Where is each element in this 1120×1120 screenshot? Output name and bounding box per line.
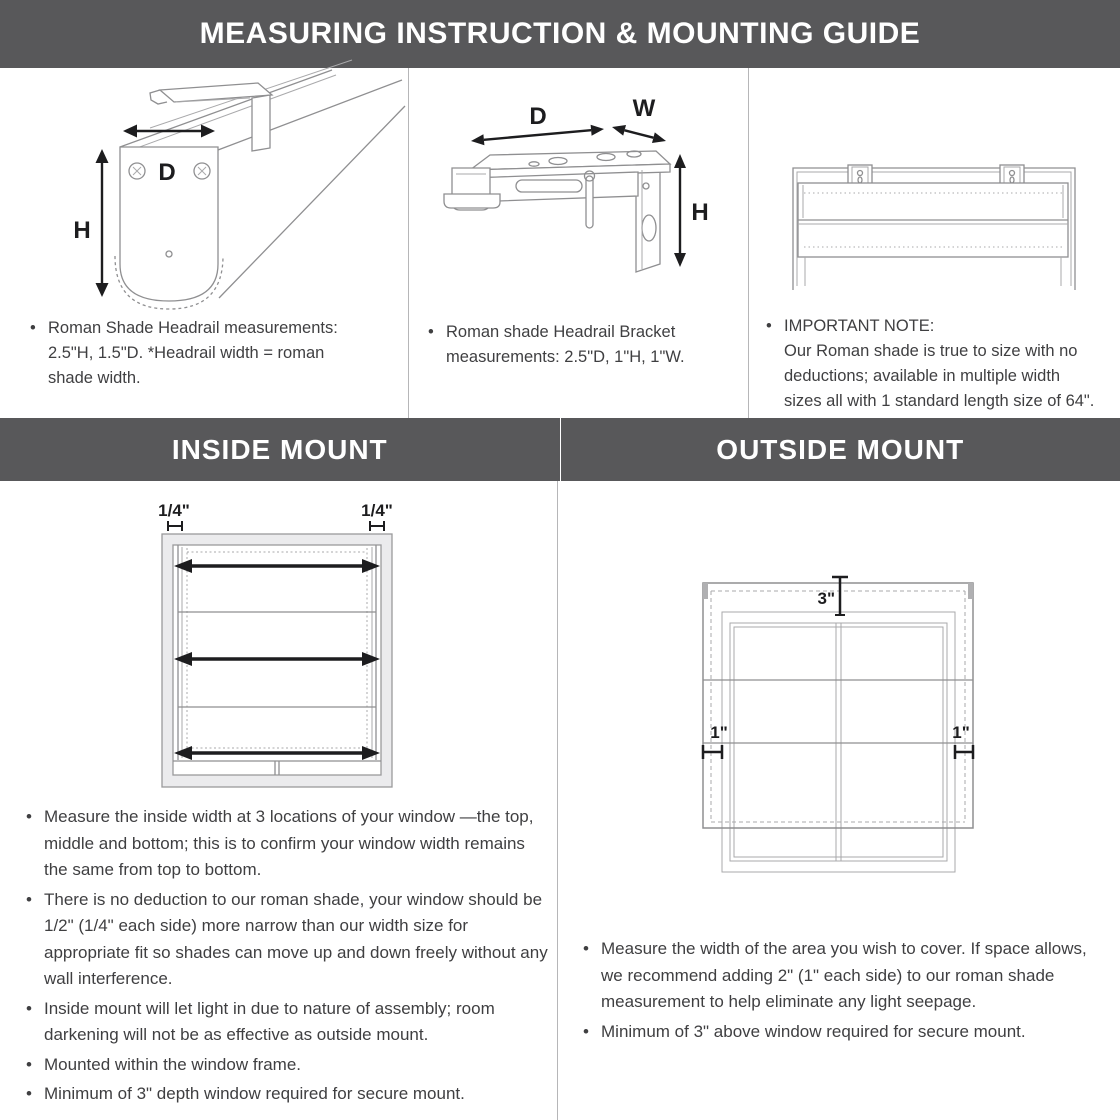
right-gap-mark [370, 521, 384, 531]
instruction-item: • Measure the width of the area you wish to cover. If space allows, we recommend adding 2" (1" each side) to our roman shade measurement to help eliminate any light seepage. [583, 936, 1107, 1016]
right-gap-mark [955, 745, 973, 759]
window-frame [722, 612, 955, 872]
left-gap-mark [168, 521, 182, 531]
note-text: • Roman Shade Headrail measurements: 2.5"H, 1.5"D. *Headrail width = roman shade width. [30, 316, 368, 391]
depth-arrow [123, 125, 215, 138]
page-title: MEASURING INSTRUCTION & MOUNTING GUIDE [199, 17, 921, 50]
important-note [766, 314, 1096, 416]
instruction-item: • There is no deduction to our roman shade, your window should be 1/2" (1/4" each side) more narrow than our width size for appropriate fit so shades can move up and down freely without any wall interference. [26, 887, 550, 993]
inside-mount-diagram [130, 490, 410, 800]
shade-panel [703, 583, 973, 828]
important-note-body: Our Roman shade is true to size with no deductions; available in multiple width sizes all with 1 standard length size of 64". [784, 342, 1095, 410]
left-gap-label: 1/4" [158, 501, 190, 520]
instruction-item: • Mounted within the window frame. [26, 1052, 550, 1079]
outside-mount-instructions [583, 936, 1107, 1048]
width-label: W [632, 95, 656, 122]
inside-mount-header [0, 418, 560, 481]
instruction-item: • Minimum of 3" depth window required for secure mount. [26, 1081, 550, 1108]
instruction-item: • Minimum of 3" above window required for secure mount. [583, 1019, 1107, 1046]
height-label: H [691, 199, 709, 226]
inside-mount-title: INSIDE MOUNT [171, 433, 388, 465]
width-arrow [612, 125, 666, 143]
rail-edge [120, 70, 332, 147]
mount-section-header [0, 418, 1120, 481]
right-gap-label: 1/4" [361, 501, 393, 520]
instruction-item: • Inside mount will let light in due to nature of assembly; room darkening will not be as effective as outside mount. [26, 996, 550, 1049]
important-note-title: • IMPORTANT NOTE: [784, 317, 935, 335]
depth-label: D [158, 159, 176, 186]
top-gap-label: 3" [817, 589, 835, 608]
outside-mount-title: OUTSIDE MOUNT [716, 433, 965, 465]
height-arrow [96, 149, 109, 297]
rail-bracket [150, 83, 272, 151]
inside-mount-instructions [26, 804, 550, 1111]
note-text [766, 314, 1096, 414]
shade-panel [798, 183, 1068, 257]
left-gap-mark [703, 745, 722, 759]
rail-edge [219, 106, 405, 298]
height-label: H [73, 217, 91, 244]
section-divider [557, 481, 558, 1120]
depth-label: D [529, 103, 547, 130]
right-gap-label: 1" [952, 723, 970, 742]
bracket-note [428, 320, 730, 372]
bracket-body [444, 151, 670, 272]
outside-mount-header [561, 418, 1120, 481]
outside-mount-diagram [655, 575, 985, 885]
headrail-note [30, 316, 368, 393]
page-header [0, 0, 1120, 68]
instruction-item: • Measure the inside width at 3 locations of your window —the top, middle and bottom; this is to confirm your window width remains the same from top to bottom. [26, 804, 550, 884]
height-arrow [674, 154, 686, 267]
left-gap-label: 1" [710, 723, 728, 742]
note-text: • Roman shade Headrail Bracket measurements: 2.5"D, 1"H, 1"W. [428, 320, 730, 370]
